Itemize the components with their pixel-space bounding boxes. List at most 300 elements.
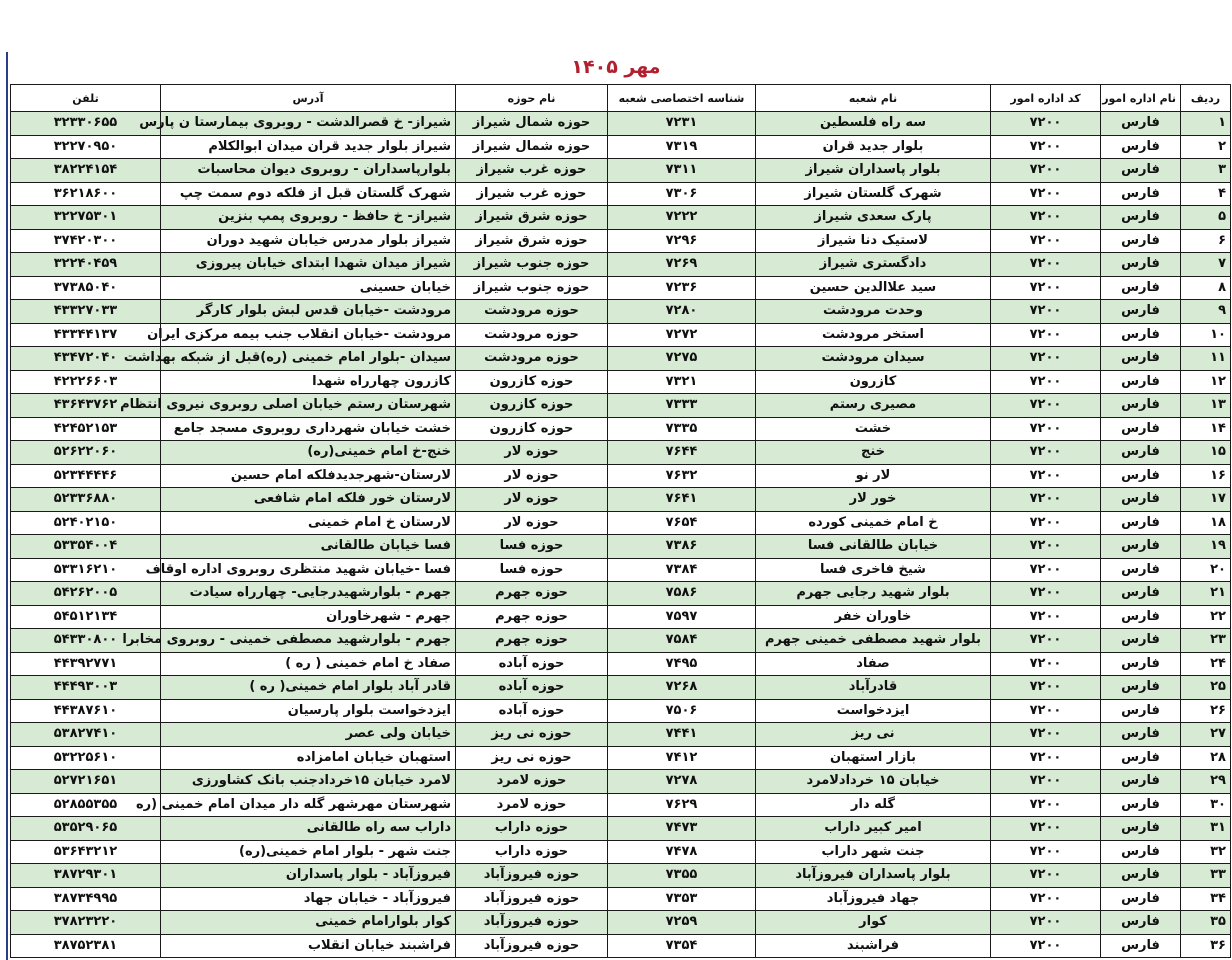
cell-dept-name: فارس	[1101, 394, 1181, 418]
cell-branch-name: خیابان ۱۵ خردادلامرد	[756, 770, 991, 794]
cell-branch-code: ۷۳۳۵	[608, 417, 756, 441]
cell-area-name: حوزه مرودشت	[456, 300, 608, 324]
cell-dept-code: ۷۲۰۰	[991, 135, 1101, 159]
cell-phone: ۴۴۳۹۲۷۷۱	[11, 652, 161, 676]
cell-phone: ۳۲۲۴۰۴۵۹	[11, 253, 161, 277]
cell-branch-code: ۷۳۵۳	[608, 887, 756, 911]
cell-row-number: ۳	[1181, 159, 1231, 183]
cell-area-name: حوزه فیروزآباد	[456, 887, 608, 911]
cell-address: بلوارپاسداران - روبروی دیوان محاسبات	[161, 159, 456, 183]
cell-dept-code: ۷۲۰۰	[991, 464, 1101, 488]
table-row	[11, 934, 1231, 958]
cell-area-name: حوزه شمال شیراز	[456, 112, 608, 136]
cell-address: شیراز- خ حافظ - روبروی پمپ بنزین	[161, 206, 456, 230]
cell-phone: ۳۸۷۳۴۹۹۵	[11, 887, 161, 911]
cell-phone: ۵۴۲۶۲۰۰۵	[11, 582, 161, 606]
table-header-row	[11, 85, 1231, 112]
cell-address: شیراز بلوار جدید قران میدان ابوالکلام	[161, 135, 456, 159]
cell-phone: ۵۲۳۴۴۴۴۶	[11, 464, 161, 488]
header-branch-name: نام شعبه	[756, 85, 991, 112]
cell-phone: ۵۳۳۱۶۲۱۰	[11, 558, 161, 582]
cell-branch-name: خنج	[756, 441, 991, 465]
cell-dept-name: فارس	[1101, 887, 1181, 911]
table-row	[11, 746, 1231, 770]
table-row	[11, 840, 1231, 864]
cell-branch-code: ۷۴۴۱	[608, 723, 756, 747]
table-row	[11, 770, 1231, 794]
cell-dept-code: ۷۲۰۰	[991, 394, 1101, 418]
cell-branch-name: امیر کبیر داراب	[756, 817, 991, 841]
table-row	[11, 323, 1231, 347]
cell-branch-code: ۷۵۹۷	[608, 605, 756, 629]
cell-dept-name: فارس	[1101, 229, 1181, 253]
cell-area-name: حوزه جهرم	[456, 629, 608, 653]
cell-branch-name: کازرون	[756, 370, 991, 394]
cell-address: فیروزآباد - خیابان جهاد	[161, 887, 456, 911]
cell-branch-name: شیخ فاخری فسا	[756, 558, 991, 582]
header-dept-code: کد اداره امور	[991, 85, 1101, 112]
cell-row-number: ۳۶	[1181, 934, 1231, 958]
cell-dept-name: فارس	[1101, 676, 1181, 700]
cell-branch-code: ۷۲۸۰	[608, 300, 756, 324]
cell-area-name: حوزه نی ریز	[456, 746, 608, 770]
cell-branch-code: ۷۳۱۹	[608, 135, 756, 159]
table-row	[11, 629, 1231, 653]
cell-branch-name: بازار استهبان	[756, 746, 991, 770]
cell-phone: ۴۳۳۲۷۰۳۳	[11, 300, 161, 324]
table-row	[11, 370, 1231, 394]
cell-dept-code: ۷۲۰۰	[991, 558, 1101, 582]
cell-phone: ۳۶۲۱۸۶۰۰	[11, 182, 161, 206]
cell-address: کازرون چهارراه شهدا	[161, 370, 456, 394]
cell-dept-name: فارس	[1101, 488, 1181, 512]
cell-branch-name: سید علاالدین حسین	[756, 276, 991, 300]
cell-row-number: ۱۵	[1181, 441, 1231, 465]
cell-row-number: ۱۷	[1181, 488, 1231, 512]
table-row	[11, 793, 1231, 817]
table-row	[11, 488, 1231, 512]
cell-address: لارستان خور فلکه امام شافعی	[161, 488, 456, 512]
cell-branch-code: ۷۵۰۶	[608, 699, 756, 723]
cell-row-number: ۳۳	[1181, 864, 1231, 888]
cell-row-number: ۲۸	[1181, 746, 1231, 770]
table-row	[11, 911, 1231, 935]
cell-branch-name: بلوار پاسداران فیروزآباد	[756, 864, 991, 888]
cell-area-name: حوزه مرودشت	[456, 347, 608, 371]
cell-area-name: حوزه غرب شیراز	[456, 159, 608, 183]
cell-phone: ۳۷۸۲۳۲۲۰	[11, 911, 161, 935]
cell-branch-name: بلوار شهید رجایی جهرم	[756, 582, 991, 606]
cell-area-name: حوزه کازرون	[456, 370, 608, 394]
table-row	[11, 135, 1231, 159]
cell-row-number: ۲۹	[1181, 770, 1231, 794]
cell-phone: ۴۴۴۹۳۰۰۳	[11, 676, 161, 700]
table-body	[11, 112, 1231, 958]
cell-dept-code: ۷۲۰۰	[991, 417, 1101, 441]
cell-branch-name: خور لار	[756, 488, 991, 512]
cell-branch-code: ۷۳۵۴	[608, 934, 756, 958]
cell-branch-code: ۷۴۱۲	[608, 746, 756, 770]
cell-branch-name: لاستیک دنا شیراز	[756, 229, 991, 253]
table-row	[11, 206, 1231, 230]
cell-address: خیابان حسینی	[161, 276, 456, 300]
cell-branch-name: خیابان طالقانی فسا	[756, 535, 991, 559]
cell-dept-code: ۷۲۰۰	[991, 817, 1101, 841]
cell-branch-name: بلوار پاسداران شیراز	[756, 159, 991, 183]
cell-phone: ۴۴۳۸۷۶۱۰	[11, 699, 161, 723]
cell-dept-name: فارس	[1101, 652, 1181, 676]
cell-dept-code: ۷۲۰۰	[991, 441, 1101, 465]
cell-address: خنج-خ امام خمینی(ره)	[161, 441, 456, 465]
header-address: آدرس	[161, 85, 456, 112]
cell-area-name: حوزه فیروزآباد	[456, 911, 608, 935]
cell-branch-name: لار نو	[756, 464, 991, 488]
table-row	[11, 159, 1231, 183]
cell-dept-name: فارس	[1101, 817, 1181, 841]
cell-dept-code: ۷۲۰۰	[991, 276, 1101, 300]
cell-dept-code: ۷۲۰۰	[991, 887, 1101, 911]
cell-phone: ۳۷۴۲۰۳۰۰	[11, 229, 161, 253]
cell-dept-code: ۷۲۰۰	[991, 793, 1101, 817]
cell-branch-code: ۷۲۶۸	[608, 676, 756, 700]
cell-area-name: حوزه آباده	[456, 652, 608, 676]
cell-address: لامرد خیابان ۱۵خردادجنب بانک کشاورزی	[161, 770, 456, 794]
cell-dept-name: فارس	[1101, 911, 1181, 935]
cell-phone: ۵۴۵۱۲۱۳۴	[11, 605, 161, 629]
cell-phone: ۴۲۴۵۲۱۵۳	[11, 417, 161, 441]
cell-address: شهرک گلستان قبل از فلکه دوم سمت چپ	[161, 182, 456, 206]
cell-branch-name: سه راه فلسطین	[756, 112, 991, 136]
cell-dept-name: فارس	[1101, 417, 1181, 441]
cell-area-name: حوزه لار	[456, 464, 608, 488]
cell-dept-name: فارس	[1101, 511, 1181, 535]
cell-phone: ۴۳۳۴۴۱۳۷	[11, 323, 161, 347]
cell-address: شیراز- خ قصرالدشت - روبروی بیمارستا ن پارس	[161, 112, 456, 136]
cell-dept-name: فارس	[1101, 159, 1181, 183]
header-row-number: ردیف	[1181, 85, 1231, 112]
cell-dept-name: فارس	[1101, 323, 1181, 347]
cell-area-name: حوزه لار	[456, 441, 608, 465]
cell-dept-name: فارس	[1101, 135, 1181, 159]
cell-dept-name: فارس	[1101, 253, 1181, 277]
cell-dept-name: فارس	[1101, 770, 1181, 794]
cell-dept-code: ۷۲۰۰	[991, 699, 1101, 723]
cell-area-name: حوزه کازرون	[456, 394, 608, 418]
cell-address: مرودشت -خیابان قدس لبش بلوار کارگر	[161, 300, 456, 324]
cell-dept-name: فارس	[1101, 582, 1181, 606]
cell-row-number: ۲۶	[1181, 699, 1231, 723]
cell-area-name: حوزه شمال شیراز	[456, 135, 608, 159]
cell-branch-name: جهاد فیروزآباد	[756, 887, 991, 911]
cell-branch-code: ۷۶۴۴	[608, 441, 756, 465]
cell-branch-code: ۷۲۳۶	[608, 276, 756, 300]
cell-area-name: حوزه جهرم	[456, 582, 608, 606]
table-row	[11, 464, 1231, 488]
cell-branch-code: ۷۲۹۶	[608, 229, 756, 253]
cell-dept-code: ۷۲۰۰	[991, 206, 1101, 230]
cell-area-name: حوزه کازرون	[456, 417, 608, 441]
cell-branch-name: خاوران خفر	[756, 605, 991, 629]
cell-dept-name: فارس	[1101, 441, 1181, 465]
cell-branch-name: وحدت مرودشت	[756, 300, 991, 324]
cell-branch-name: گله دار	[756, 793, 991, 817]
table-row	[11, 394, 1231, 418]
cell-phone: ۵۲۷۲۱۶۵۱	[11, 770, 161, 794]
cell-dept-code: ۷۲۰۰	[991, 159, 1101, 183]
cell-branch-name: شهرک گلستان شیراز	[756, 182, 991, 206]
cell-branch-code: ۷۳۸۴	[608, 558, 756, 582]
cell-branch-code: ۷۶۲۹	[608, 793, 756, 817]
table-row	[11, 605, 1231, 629]
cell-dept-code: ۷۲۰۰	[991, 300, 1101, 324]
cell-dept-code: ۷۲۰۰	[991, 723, 1101, 747]
cell-dept-code: ۷۲۰۰	[991, 253, 1101, 277]
cell-phone: ۳۸۲۲۴۱۵۴	[11, 159, 161, 183]
cell-address: استهبان خیابان امامزاده	[161, 746, 456, 770]
cell-phone: ۵۳۶۴۳۲۱۲	[11, 840, 161, 864]
cell-dept-code: ۷۲۰۰	[991, 770, 1101, 794]
cell-dept-name: فارس	[1101, 699, 1181, 723]
cell-address: لارستان-شهرجدیدفلکه امام حسین	[161, 464, 456, 488]
cell-branch-code: ۷۵۸۶	[608, 582, 756, 606]
cell-area-name: حوزه داراب	[456, 817, 608, 841]
table-row	[11, 558, 1231, 582]
cell-row-number: ۲۵	[1181, 676, 1231, 700]
cell-dept-name: فارس	[1101, 347, 1181, 371]
cell-phone: ۴۲۲۲۶۶۰۳	[11, 370, 161, 394]
cell-branch-code: ۷۵۸۴	[608, 629, 756, 653]
cell-row-number: ۱۶	[1181, 464, 1231, 488]
cell-dept-name: فارس	[1101, 746, 1181, 770]
cell-row-number: ۲۷	[1181, 723, 1231, 747]
cell-address: مرودشت -خیابان انقلاب جنب بیمه مرکزی ایران	[161, 323, 456, 347]
table-row	[11, 441, 1231, 465]
cell-area-name: حوزه لار	[456, 488, 608, 512]
cell-address: فیروزآباد - بلوار پاسداران	[161, 864, 456, 888]
cell-area-name: حوزه غرب شیراز	[456, 182, 608, 206]
cell-dept-code: ۷۲۰۰	[991, 605, 1101, 629]
cell-branch-code: ۷۲۲۲	[608, 206, 756, 230]
cell-area-name: حوزه جهرم	[456, 605, 608, 629]
cell-row-number: ۲۰	[1181, 558, 1231, 582]
page-title: مهر ۱۴۰۵	[571, 56, 661, 78]
cell-branch-code: ۷۶۳۲	[608, 464, 756, 488]
table-row	[11, 276, 1231, 300]
cell-row-number: ۳۰	[1181, 793, 1231, 817]
cell-dept-name: فارس	[1101, 276, 1181, 300]
cell-dept-code: ۷۲۰۰	[991, 840, 1101, 864]
cell-dept-code: ۷۲۰۰	[991, 112, 1101, 136]
cell-address: خیابان ولی عصر	[161, 723, 456, 747]
cell-phone: ۵۲۴۰۲۱۵۰	[11, 511, 161, 535]
cell-phone: ۵۲۶۲۲۰۶۰	[11, 441, 161, 465]
cell-dept-code: ۷۲۰۰	[991, 182, 1101, 206]
cell-row-number: ۱۸	[1181, 511, 1231, 535]
table-row	[11, 253, 1231, 277]
cell-row-number: ۱۹	[1181, 535, 1231, 559]
cell-branch-code: ۷۲۷۵	[608, 347, 756, 371]
cell-row-number: ۱۱	[1181, 347, 1231, 371]
cell-branch-code: ۷۲۷۲	[608, 323, 756, 347]
cell-row-number: ۱۴	[1181, 417, 1231, 441]
table-row	[11, 887, 1231, 911]
cell-dept-code: ۷۲۰۰	[991, 535, 1101, 559]
cell-address: جنت شهر - بلوار امام خمینی(ره)	[161, 840, 456, 864]
cell-dept-name: فارس	[1101, 864, 1181, 888]
cell-row-number: ۳۴	[1181, 887, 1231, 911]
cell-area-name: حوزه نی ریز	[456, 723, 608, 747]
cell-branch-code: ۷۳۸۶	[608, 535, 756, 559]
cell-branch-name: پارک سعدی شیراز	[756, 206, 991, 230]
cell-branch-name: ایزدخواست	[756, 699, 991, 723]
table-row	[11, 652, 1231, 676]
cell-address: جهرم - بلوارشهید مصطفی خمینی - روبروی مخابرا	[161, 629, 456, 653]
cell-branch-code: ۷۴۹۵	[608, 652, 756, 676]
cell-branch-name: قادرآباد	[756, 676, 991, 700]
cell-phone: ۳۲۳۳۰۶۵۵	[11, 112, 161, 136]
cell-area-name: حوزه لامرد	[456, 793, 608, 817]
cell-dept-code: ۷۲۰۰	[991, 676, 1101, 700]
cell-dept-code: ۷۲۰۰	[991, 347, 1101, 371]
cell-branch-name: صفاد	[756, 652, 991, 676]
cell-area-name: حوزه لامرد	[456, 770, 608, 794]
cell-row-number: ۲۲	[1181, 605, 1231, 629]
cell-phone: ۴۳۶۴۳۷۶۲	[11, 394, 161, 418]
cell-dept-code: ۷۲۰۰	[991, 629, 1101, 653]
cell-address: جهرم - شهرخاوران	[161, 605, 456, 629]
cell-dept-name: فارس	[1101, 723, 1181, 747]
header-phone: تلفن	[11, 85, 161, 112]
cell-row-number: ۲	[1181, 135, 1231, 159]
cell-address: فسا -خیابان شهید منتظری روبروی اداره اوقاف	[161, 558, 456, 582]
cell-address: خشت خیابان شهرداری روبروی مسجد جامع	[161, 417, 456, 441]
cell-address: قادر آباد بلوار امام خمینی( ره )	[161, 676, 456, 700]
table-row	[11, 229, 1231, 253]
cell-address: شیراز میدان شهدا ابتدای خیابان پیروزی	[161, 253, 456, 277]
table-row	[11, 817, 1231, 841]
cell-row-number: ۱۳	[1181, 394, 1231, 418]
cell-address: شهرستان رستم خیابان اصلی روبروی نیروی انتظام	[161, 394, 456, 418]
cell-address: شهرستان مهرشهر گله دار میدان امام خمینی (ره	[161, 793, 456, 817]
cell-area-name: حوزه مرودشت	[456, 323, 608, 347]
cell-dept-name: فارس	[1101, 793, 1181, 817]
cell-address: داراب سه راه طالقانی	[161, 817, 456, 841]
cell-area-name: حوزه آباده	[456, 699, 608, 723]
cell-dept-name: فارس	[1101, 300, 1181, 324]
cell-address: لارستان خ امام خمینی	[161, 511, 456, 535]
table-row	[11, 417, 1231, 441]
cell-row-number: ۷	[1181, 253, 1231, 277]
cell-dept-code: ۷۲۰۰	[991, 488, 1101, 512]
header-branch-code: شناسه اختصاصی شعبه	[608, 85, 756, 112]
cell-address: فسا خیابان طالقانی	[161, 535, 456, 559]
cell-dept-code: ۷۲۰۰	[991, 934, 1101, 958]
cell-address: صفاد خ امام خمینی ( ره )	[161, 652, 456, 676]
left-border-line	[6, 52, 8, 960]
cell-branch-name: نی ریز	[756, 723, 991, 747]
cell-area-name: حوزه جنوب شیراز	[456, 276, 608, 300]
cell-dept-name: فارس	[1101, 629, 1181, 653]
cell-phone: ۵۳۲۲۵۶۱۰	[11, 746, 161, 770]
table-row	[11, 723, 1231, 747]
cell-row-number: ۱	[1181, 112, 1231, 136]
cell-phone: ۳۷۳۸۵۰۴۰	[11, 276, 161, 300]
cell-phone: ۵۲۳۳۶۸۸۰	[11, 488, 161, 512]
cell-branch-name: خشت	[756, 417, 991, 441]
table-row	[11, 699, 1231, 723]
cell-branch-code: ۷۳۵۵	[608, 864, 756, 888]
cell-branch-code: ۷۲۵۹	[608, 911, 756, 935]
cell-row-number: ۲۴	[1181, 652, 1231, 676]
cell-dept-name: فارس	[1101, 535, 1181, 559]
cell-address: کوار بلوارامام خمینی	[161, 911, 456, 935]
cell-row-number: ۳۵	[1181, 911, 1231, 935]
cell-dept-code: ۷۲۰۰	[991, 229, 1101, 253]
cell-branch-name: بلوار جدید قران	[756, 135, 991, 159]
cell-area-name: حوزه فسا	[456, 535, 608, 559]
cell-dept-code: ۷۲۰۰	[991, 911, 1101, 935]
cell-dept-code: ۷۲۰۰	[991, 323, 1101, 347]
table-row	[11, 511, 1231, 535]
cell-area-name: حوزه جنوب شیراز	[456, 253, 608, 277]
cell-row-number: ۳۱	[1181, 817, 1231, 841]
cell-phone: ۵۴۳۳۰۸۰۰	[11, 629, 161, 653]
cell-area-name: حوزه شرق شیراز	[456, 206, 608, 230]
cell-address: جهرم - بلوارشهیدرجایی- چهارراه سیادت	[161, 582, 456, 606]
table-row	[11, 182, 1231, 206]
cell-address: شیراز بلوار مدرس خیابان شهید دوران	[161, 229, 456, 253]
cell-phone: ۳۸۷۵۲۳۸۱	[11, 934, 161, 958]
cell-area-name: حوزه آباده	[456, 676, 608, 700]
cell-dept-code: ۷۲۰۰	[991, 511, 1101, 535]
cell-branch-code: ۷۲۷۸	[608, 770, 756, 794]
cell-phone: ۵۳۸۲۷۴۱۰	[11, 723, 161, 747]
cell-row-number: ۶	[1181, 229, 1231, 253]
cell-row-number: ۲۱	[1181, 582, 1231, 606]
cell-dept-name: فارس	[1101, 840, 1181, 864]
cell-phone: ۳۸۷۲۹۳۰۱	[11, 864, 161, 888]
cell-row-number: ۸	[1181, 276, 1231, 300]
cell-branch-code: ۷۲۳۱	[608, 112, 756, 136]
cell-row-number: ۳۲	[1181, 840, 1231, 864]
cell-branch-code: ۷۶۴۱	[608, 488, 756, 512]
cell-row-number: ۱۰	[1181, 323, 1231, 347]
cell-row-number: ۴	[1181, 182, 1231, 206]
cell-phone: ۳۲۲۷۵۳۰۱	[11, 206, 161, 230]
cell-phone: ۵۲۸۵۵۳۵۵	[11, 793, 161, 817]
cell-dept-code: ۷۲۰۰	[991, 652, 1101, 676]
cell-branch-code: ۷۳۲۱	[608, 370, 756, 394]
table-row	[11, 300, 1231, 324]
cell-branch-code: ۷۶۵۴	[608, 511, 756, 535]
cell-branch-code: ۷۳۰۶	[608, 182, 756, 206]
cell-area-name: حوزه لار	[456, 511, 608, 535]
cell-area-name: حوزه فیروزآباد	[456, 864, 608, 888]
cell-dept-name: فارس	[1101, 464, 1181, 488]
cell-branch-code: ۷۴۷۸	[608, 840, 756, 864]
branches-table	[10, 84, 1231, 958]
cell-branch-code: ۷۴۷۳	[608, 817, 756, 841]
cell-dept-name: فارس	[1101, 558, 1181, 582]
cell-area-name: حوزه فسا	[456, 558, 608, 582]
cell-branch-name: جنت شهر داراب	[756, 840, 991, 864]
cell-area-name: حوزه شرق شیراز	[456, 229, 608, 253]
cell-phone: ۵۳۵۲۹۰۶۵	[11, 817, 161, 841]
table-row	[11, 535, 1231, 559]
cell-branch-name: دادگستری شیراز	[756, 253, 991, 277]
table-row	[11, 112, 1231, 136]
cell-dept-name: فارس	[1101, 934, 1181, 958]
